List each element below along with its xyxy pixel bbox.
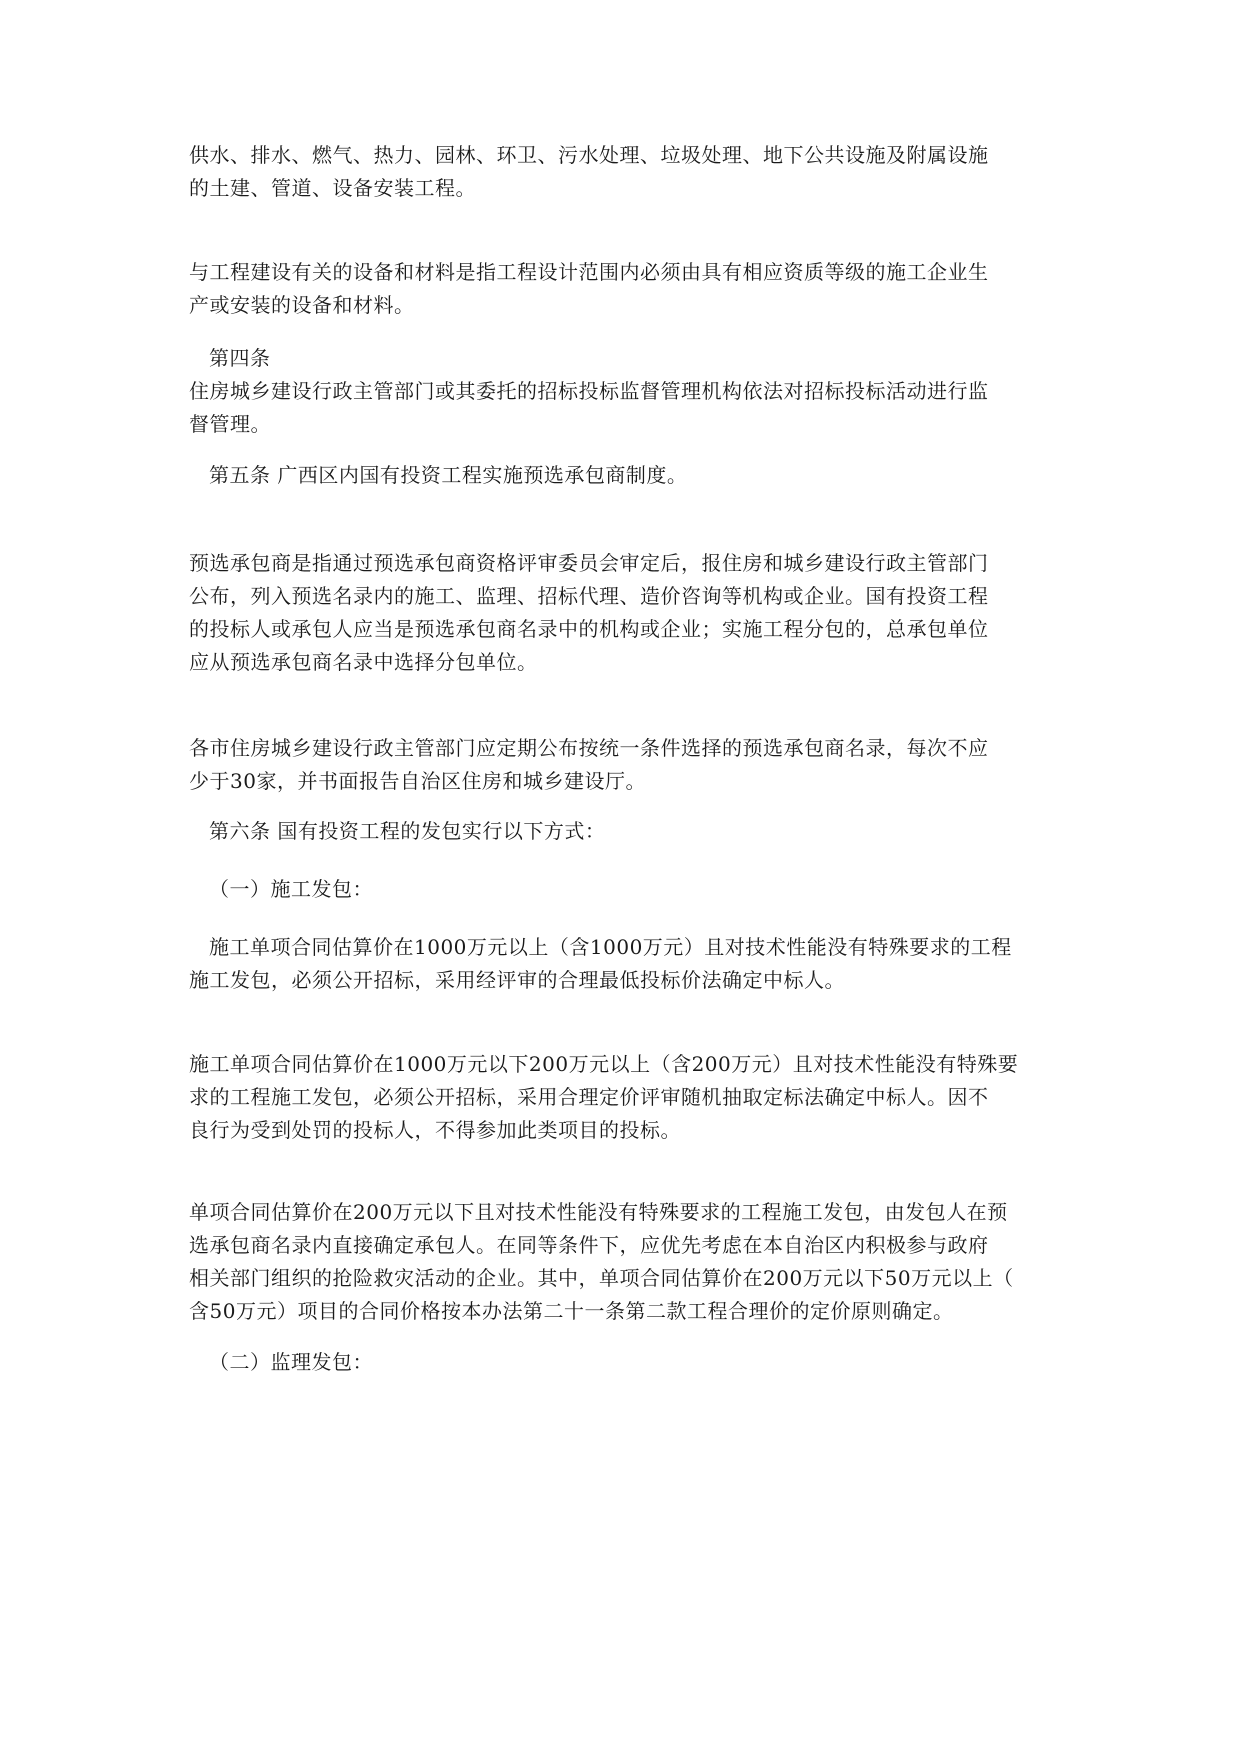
text-line: 的投标人或承包人应当是预选承包商名录中的机构或企业；实施工程分包的，总承包单位 <box>189 617 989 641</box>
text-line: 施工单项合同估算价在1000万元以下200万元以上（含200万元）且对技术性能没有特殊要 <box>189 1052 1019 1076</box>
text-line: 供水、排水、燃气、热力、园林、环卫、污水处理、垃圾处理、地下公共设施及附属设施 <box>189 143 989 167</box>
paragraph-equipment-materials <box>189 256 1061 322</box>
text-line: 含50万元）项目的合同价格按本办法第二十一条第二款工程合理价的定价原则确定。 <box>189 1299 954 1323</box>
article-heading: 第四条 <box>209 346 271 370</box>
section-heading-supervision <box>189 1346 1081 1379</box>
text-line: 的土建、管道、设备安装工程。 <box>189 176 476 200</box>
text-line: 施工单项合同估算价在1000万元以上（含1000万元）且对技术性能没有特殊要求的工程 <box>209 935 1012 959</box>
text-line: 第六条 国有投资工程的发包实行以下方式： <box>209 819 606 843</box>
text-line: 少于30家，并书面报告自治区住房和城乡建设厅。 <box>189 769 646 793</box>
text-line: 预选承包商是指通过预选承包商资格评审委员会审定后，报住房和城乡建设行政主管部门 <box>189 551 989 575</box>
section-heading-construction <box>189 873 1081 906</box>
text-line: 应从预选承包商名录中选择分包单位。 <box>189 650 538 674</box>
text-line: 住房城乡建设行政主管部门或其委托的招标投标监督管理机构依法对招标投标活动进行监 <box>189 379 989 403</box>
paragraph-open-tender-200 <box>189 1048 1061 1147</box>
paragraph-direct-award <box>189 1196 1061 1328</box>
text-line: （一）施工发包： <box>209 877 373 901</box>
paragraph-preselected-contractor <box>189 547 1061 679</box>
text-line: （二）监理发包： <box>209 1350 373 1374</box>
paragraph-article-4 <box>189 342 1061 441</box>
text-line: 公布，列入预选名录内的施工、监理、招标代理、造价咨询等机构或企业。国有投资工程 <box>189 584 989 608</box>
text-line: 与工程建设有关的设备和材料是指工程设计范围内必须由具有相应资质等级的施工企业生 <box>189 260 989 284</box>
text-line: 单项合同估算价在200万元以下且对技术性能没有特殊要求的工程施工发包，由发包人在预 <box>189 1200 1008 1224</box>
paragraph-article-5 <box>189 459 1081 492</box>
text-line: 各市住房城乡建设行政主管部门应定期公布按统一条件选择的预选承包商名录，每次不应 <box>189 736 989 760</box>
paragraph-open-tender-1000 <box>189 931 1081 997</box>
paragraph-municipal-works <box>189 139 1061 205</box>
text-line: 施工发包，必须公开招标，采用经评审的合理最低投标价法确定中标人。 <box>189 968 845 992</box>
paragraph-city-directory <box>189 732 1061 798</box>
text-line: 良行为受到处罚的投标人，不得参加此类项目的投标。 <box>189 1118 681 1142</box>
text-line: 相关部门组织的抢险救灾活动的企业。其中，单项合同估算价在200万元以下50万元以上（ <box>189 1266 1014 1290</box>
text-line: 产或安装的设备和材料。 <box>189 293 415 317</box>
paragraph-article-6 <box>189 815 1081 848</box>
text-line: 第五条 广西区内国有投资工程实施预选承包商制度。 <box>209 463 688 487</box>
text-line: 督管理。 <box>189 412 271 436</box>
text-line: 选承包商名录内直接确定承包人。在同等条件下，应优先考虑在本自治区内积极参与政府 <box>189 1233 989 1257</box>
text-line: 求的工程施工发包，必须公开招标，采用合理定价评审随机抽取定标法确定中标人。因不 <box>189 1085 989 1109</box>
